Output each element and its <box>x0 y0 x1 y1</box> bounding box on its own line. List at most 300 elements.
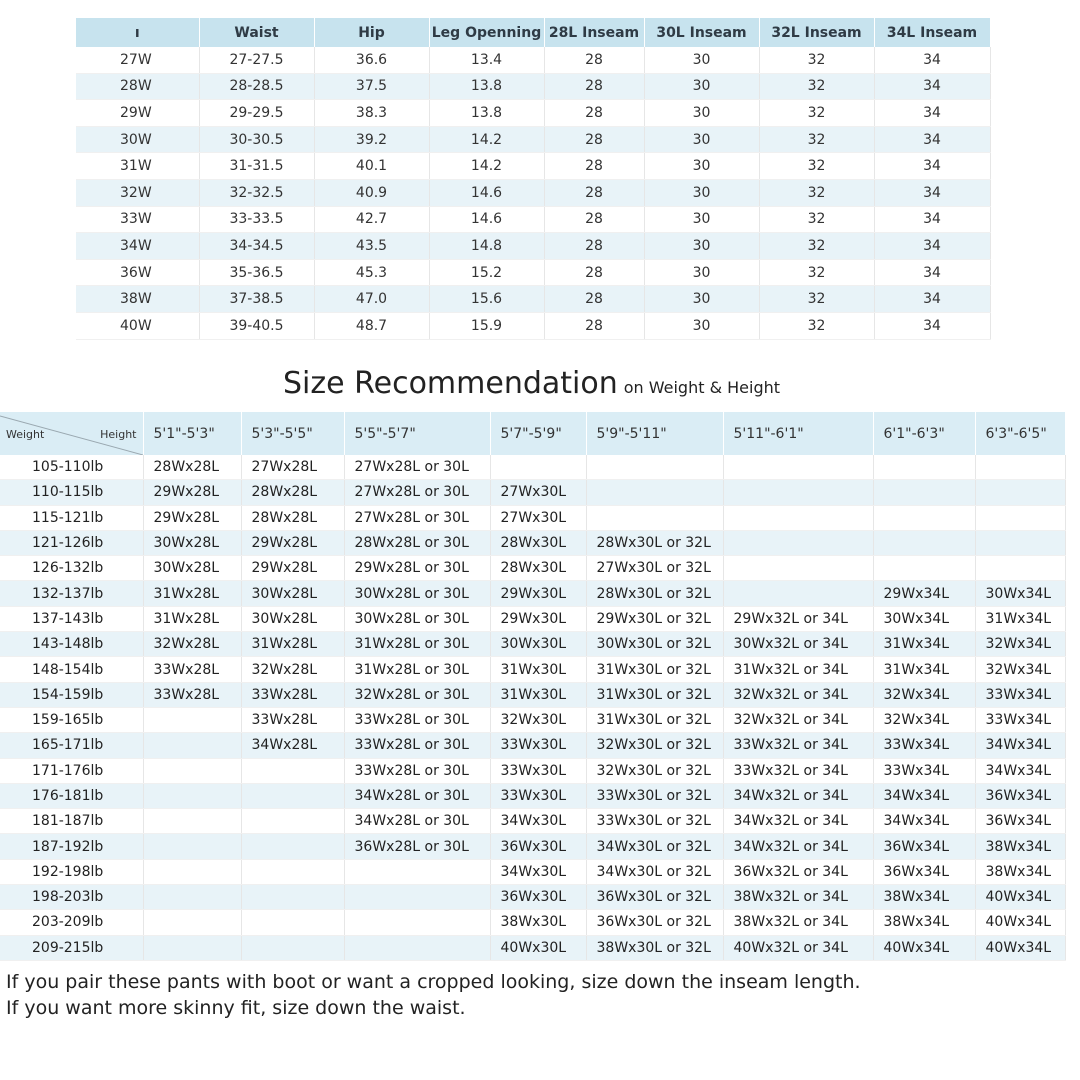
recommended-size-cell: 34Wx34L <box>975 758 1065 783</box>
recommended-size-cell: 38Wx34L <box>873 885 975 910</box>
recommended-size-cell: 33Wx34L <box>975 682 1065 707</box>
size-label-cell: 40W <box>76 312 199 339</box>
size-chart-cell: 15.9 <box>429 312 544 339</box>
size-chart-cell: 13.8 <box>429 73 544 100</box>
recommended-size-cell: 29Wx28L <box>241 530 344 555</box>
size-chart-cell: 34 <box>874 100 990 127</box>
size-chart-cell: 30 <box>644 47 759 73</box>
recommended-size-cell: 30Wx28L <box>143 530 241 555</box>
recommended-size-cell: 31Wx28L or 30L <box>344 657 490 682</box>
size-chart-cell: 14.6 <box>429 179 544 206</box>
weight-range-cell: 132-137lb <box>0 581 143 606</box>
recommended-size-cell: 28Wx30L or 32L <box>586 530 723 555</box>
size-chart-row <box>76 206 990 233</box>
recommended-size-cell: 36Wx34L <box>873 859 975 884</box>
size-chart-row <box>76 179 990 206</box>
recommended-size-cell <box>873 505 975 530</box>
recommended-size-cell: 33Wx34L <box>975 707 1065 732</box>
size-chart-cell: 13.8 <box>429 100 544 127</box>
weight-range-cell: 165-171lb <box>0 733 143 758</box>
size-label-cell: 27W <box>76 47 199 73</box>
height-range-header: 5'1"-5'3" <box>143 412 241 455</box>
size-chart-cell: 33-33.5 <box>199 206 314 233</box>
recommended-size-cell: 33Wx30L or 32L <box>586 783 723 808</box>
size-chart-cell: 28 <box>544 286 644 313</box>
recommended-size-cell: 31Wx28L <box>143 581 241 606</box>
size-label-cell: 31W <box>76 153 199 180</box>
recommended-size-cell: 27Wx28L or 30L <box>344 480 490 505</box>
recommended-size-cell <box>975 530 1065 555</box>
size-chart-cell: 30 <box>644 179 759 206</box>
size-chart-header-cell: Leg Openning <box>429 18 544 47</box>
size-chart-cell: 13.4 <box>429 47 544 73</box>
recommended-size-cell: 32Wx28L <box>143 632 241 657</box>
recommended-size-cell: 36Wx34L <box>975 783 1065 808</box>
size-label-cell: 34W <box>76 233 199 260</box>
size-chart-cell: 32 <box>759 153 874 180</box>
size-chart-cell: 28 <box>544 179 644 206</box>
weight-range-cell: 115-121lb <box>0 505 143 530</box>
recommendation-row <box>0 834 1065 859</box>
size-chart-cell: 38.3 <box>314 100 429 127</box>
recommendation-row <box>0 455 1065 480</box>
recommended-size-cell: 33Wx30L <box>490 758 586 783</box>
recommended-size-cell: 33Wx34L <box>873 733 975 758</box>
size-chart-cell: 30 <box>644 126 759 153</box>
size-chart-cell: 14.2 <box>429 126 544 153</box>
weight-range-cell: 171-176lb <box>0 758 143 783</box>
weight-range-cell: 148-154lb <box>0 657 143 682</box>
size-chart-cell: 28 <box>544 259 644 286</box>
size-chart-cell: 45.3 <box>314 259 429 286</box>
size-chart-cell: 32 <box>759 179 874 206</box>
size-chart-cell: 34 <box>874 126 990 153</box>
height-range-header: 5'7"-5'9" <box>490 412 586 455</box>
recommended-size-cell <box>873 530 975 555</box>
size-label-cell: 38W <box>76 286 199 313</box>
size-chart-row <box>76 73 990 100</box>
recommended-size-cell: 36Wx30L <box>490 885 586 910</box>
size-chart-cell: 42.7 <box>314 206 429 233</box>
recommended-size-cell: 29Wx30L <box>490 606 586 631</box>
recommended-size-cell: 36Wx28L or 30L <box>344 834 490 859</box>
recommended-size-cell: 28Wx28L <box>143 455 241 480</box>
recommended-size-cell <box>241 809 344 834</box>
size-recommendation-table <box>0 412 1066 961</box>
size-chart-cell: 30 <box>644 233 759 260</box>
size-chart-header-cell: 30L Inseam <box>644 18 759 47</box>
size-chart-cell: 30 <box>644 100 759 127</box>
recommended-size-cell: 33Wx28L or 30L <box>344 758 490 783</box>
recommended-size-cell: 30Wx28L <box>143 556 241 581</box>
recommended-size-cell <box>241 834 344 859</box>
recommendation-row <box>0 935 1065 960</box>
weight-axis-label: Weight <box>6 428 45 441</box>
size-chart-cell: 28 <box>544 153 644 180</box>
size-chart-cell: 34 <box>874 73 990 100</box>
size-chart-row <box>76 126 990 153</box>
size-label-cell: 30W <box>76 126 199 153</box>
recommended-size-cell: 40Wx34L <box>975 885 1065 910</box>
size-chart-cell: 34 <box>874 259 990 286</box>
recommended-size-cell <box>723 480 873 505</box>
recommendation-row <box>0 581 1065 606</box>
height-range-header: 6'1"-6'3" <box>873 412 975 455</box>
recommended-size-cell: 34Wx30L <box>490 809 586 834</box>
size-chart-cell: 28 <box>544 206 644 233</box>
size-chart-cell: 48.7 <box>314 312 429 339</box>
recommended-size-cell: 29Wx30L or 32L <box>586 606 723 631</box>
size-chart-cell: 36.6 <box>314 47 429 73</box>
recommendation-row <box>0 910 1065 935</box>
recommended-size-cell <box>975 556 1065 581</box>
recommended-size-cell: 33Wx28L <box>143 682 241 707</box>
recommended-size-cell: 32Wx32L or 34L <box>723 682 873 707</box>
size-label-cell: 28W <box>76 73 199 100</box>
size-chart-header-cell: ı <box>76 18 199 47</box>
recommended-size-cell: 31Wx30L <box>490 682 586 707</box>
recommended-size-cell <box>586 480 723 505</box>
recommended-size-cell <box>143 707 241 732</box>
weight-range-cell: 198-203lb <box>0 885 143 910</box>
recommended-size-cell: 36Wx30L or 32L <box>586 885 723 910</box>
recommended-size-cell: 38Wx34L <box>873 910 975 935</box>
recommended-size-cell: 30Wx34L <box>975 581 1065 606</box>
recommended-size-cell: 27Wx30L <box>490 505 586 530</box>
recommended-size-cell: 32Wx34L <box>975 657 1065 682</box>
size-chart-cell: 34 <box>874 312 990 339</box>
size-chart-cell: 34 <box>874 47 990 73</box>
recommended-size-cell: 31Wx28L or 30L <box>344 632 490 657</box>
height-axis-label: Height <box>100 428 137 441</box>
size-chart-row <box>76 233 990 260</box>
recommended-size-cell <box>143 885 241 910</box>
size-chart-cell: 32 <box>759 126 874 153</box>
size-chart-cell: 30 <box>644 259 759 286</box>
size-chart-cell: 30-30.5 <box>199 126 314 153</box>
size-chart-cell: 27-27.5 <box>199 47 314 73</box>
recommendation-row <box>0 556 1065 581</box>
size-chart-row <box>76 286 990 313</box>
size-chart-cell: 32 <box>759 312 874 339</box>
recommended-size-cell: 27Wx30L or 32L <box>586 556 723 581</box>
recommended-size-cell: 36Wx30L <box>490 834 586 859</box>
recommended-size-cell: 28Wx30L <box>490 530 586 555</box>
size-chart-row <box>76 259 990 286</box>
recommended-size-cell <box>586 455 723 480</box>
recommended-size-cell: 36Wx34L <box>873 834 975 859</box>
recommendation-row <box>0 682 1065 707</box>
recommended-size-cell: 33Wx30L <box>490 783 586 808</box>
size-chart-cell: 14.2 <box>429 153 544 180</box>
size-chart-cell: 30 <box>644 73 759 100</box>
size-chart-cell: 28-28.5 <box>199 73 314 100</box>
recommended-size-cell <box>241 758 344 783</box>
recommended-size-cell <box>143 834 241 859</box>
recommended-size-cell: 30Wx32L or 34L <box>723 632 873 657</box>
size-chart-cell: 28 <box>544 233 644 260</box>
size-chart-cell: 40.1 <box>314 153 429 180</box>
recommended-size-cell: 36Wx30L or 32L <box>586 910 723 935</box>
recommended-size-cell <box>344 910 490 935</box>
recommended-size-cell: 30Wx28L or 30L <box>344 581 490 606</box>
recommended-size-cell <box>975 480 1065 505</box>
recommended-size-cell: 32Wx30L or 32L <box>586 733 723 758</box>
size-chart-cell: 34 <box>874 153 990 180</box>
weight-range-cell: 181-187lb <box>0 809 143 834</box>
weight-range-cell: 105-110lb <box>0 455 143 480</box>
size-chart-cell: 28 <box>544 312 644 339</box>
size-chart-header-cell: 32L Inseam <box>759 18 874 47</box>
recommended-size-cell: 36Wx34L <box>975 809 1065 834</box>
size-chart-cell: 34 <box>874 206 990 233</box>
size-chart-cell: 32 <box>759 233 874 260</box>
weight-range-cell: 137-143lb <box>0 606 143 631</box>
recommended-size-cell: 31Wx32L or 34L <box>723 657 873 682</box>
recommended-size-cell: 31Wx34L <box>873 657 975 682</box>
recommended-size-cell <box>143 809 241 834</box>
recommended-size-cell <box>490 455 586 480</box>
recommended-size-cell: 33Wx28L <box>143 657 241 682</box>
recommended-size-cell: 31Wx30L <box>490 657 586 682</box>
weight-range-cell: 192-198lb <box>0 859 143 884</box>
recommended-size-cell: 27Wx28L <box>241 455 344 480</box>
recommendation-row <box>0 632 1065 657</box>
recommended-size-cell: 29Wx28L <box>241 556 344 581</box>
recommended-size-cell <box>344 885 490 910</box>
size-chart-cell: 30 <box>644 312 759 339</box>
recommended-size-cell: 28Wx28L <box>241 505 344 530</box>
recommended-size-cell: 28Wx28L <box>241 480 344 505</box>
size-chart-cell: 28 <box>544 100 644 127</box>
recommended-size-cell <box>143 910 241 935</box>
recommended-size-cell: 29Wx28L <box>143 480 241 505</box>
recommended-size-cell: 34Wx28L <box>241 733 344 758</box>
size-chart-cell: 28 <box>544 126 644 153</box>
size-label-cell: 33W <box>76 206 199 233</box>
recommended-size-cell: 33Wx28L <box>241 682 344 707</box>
size-chart-header-cell: Waist <box>199 18 314 47</box>
size-chart-cell: 34 <box>874 233 990 260</box>
recommended-size-cell: 34Wx28L or 30L <box>344 783 490 808</box>
recommended-size-cell: 34Wx32L or 34L <box>723 783 873 808</box>
size-chart-cell: 15.2 <box>429 259 544 286</box>
recommended-size-cell: 34Wx30L or 32L <box>586 834 723 859</box>
recommended-size-cell <box>723 530 873 555</box>
recommendation-subtitle: on Weight & Height <box>623 378 781 397</box>
recommendation-row <box>0 885 1065 910</box>
recommended-size-cell: 34Wx32L or 34L <box>723 834 873 859</box>
size-chart-cell: 28 <box>544 47 644 73</box>
size-label-cell: 29W <box>76 100 199 127</box>
recommendation-row <box>0 758 1065 783</box>
size-chart-cell: 29-29.5 <box>199 100 314 127</box>
recommended-size-cell <box>975 455 1065 480</box>
recommended-size-cell: 33Wx32L or 34L <box>723 758 873 783</box>
size-chart-row <box>76 100 990 127</box>
recommended-size-cell: 29Wx32L or 34L <box>723 606 873 631</box>
recommended-size-cell: 38Wx30L or 32L <box>586 935 723 960</box>
recommended-size-cell <box>241 859 344 884</box>
size-chart-table <box>76 18 991 340</box>
recommended-size-cell: 40Wx34L <box>873 935 975 960</box>
size-chart-cell: 30 <box>644 153 759 180</box>
recommended-size-cell: 40Wx34L <box>975 935 1065 960</box>
recommended-size-cell: 30Wx30L or 32L <box>586 632 723 657</box>
recommended-size-cell: 32Wx34L <box>873 707 975 732</box>
size-chart-cell: 30 <box>644 286 759 313</box>
recommended-size-cell: 34Wx34L <box>873 783 975 808</box>
size-chart-cell: 39.2 <box>314 126 429 153</box>
recommended-size-cell: 40Wx30L <box>490 935 586 960</box>
recommended-size-cell: 33Wx28L <box>241 707 344 732</box>
recommended-size-cell: 28Wx30L or 32L <box>586 581 723 606</box>
height-range-header: 5'5"-5'7" <box>344 412 490 455</box>
recommended-size-cell: 30Wx34L <box>873 606 975 631</box>
size-chart-cell: 31-31.5 <box>199 153 314 180</box>
recommended-size-cell: 28Wx28L or 30L <box>344 530 490 555</box>
size-chart-cell: 40.9 <box>314 179 429 206</box>
recommended-size-cell <box>723 556 873 581</box>
weight-range-cell: 209-215lb <box>0 935 143 960</box>
height-range-header: 5'3"-5'5" <box>241 412 344 455</box>
recommended-size-cell: 34Wx32L or 34L <box>723 809 873 834</box>
recommended-size-cell: 33Wx32L or 34L <box>723 733 873 758</box>
recommended-size-cell: 32Wx28L or 30L <box>344 682 490 707</box>
recommended-size-cell: 38Wx32L or 34L <box>723 910 873 935</box>
weight-range-cell: 203-209lb <box>0 910 143 935</box>
recommended-size-cell: 34Wx30L or 32L <box>586 859 723 884</box>
recommended-size-cell: 33Wx28L or 30L <box>344 733 490 758</box>
recommended-size-cell: 33Wx30L or 32L <box>586 809 723 834</box>
recommended-size-cell: 33Wx34L <box>873 758 975 783</box>
size-chart-cell: 14.6 <box>429 206 544 233</box>
recommended-size-cell <box>241 783 344 808</box>
size-chart-cell: 43.5 <box>314 233 429 260</box>
recommended-size-cell: 27Wx30L <box>490 480 586 505</box>
size-chart-header-cell: Hip <box>314 18 429 47</box>
size-chart-cell: 34-34.5 <box>199 233 314 260</box>
recommended-size-cell <box>143 733 241 758</box>
recommendation-title <box>283 366 780 401</box>
recommendation-header-row <box>0 412 1065 455</box>
recommended-size-cell <box>143 859 241 884</box>
size-chart-cell: 32 <box>759 206 874 233</box>
recommended-size-cell: 27Wx28L or 30L <box>344 455 490 480</box>
size-chart-cell: 34 <box>874 286 990 313</box>
height-range-header: 5'11"-6'1" <box>723 412 873 455</box>
recommended-size-cell: 32Wx34L <box>873 682 975 707</box>
weight-range-cell: 187-192lb <box>0 834 143 859</box>
recommended-size-cell <box>586 505 723 530</box>
recommendation-row <box>0 809 1065 834</box>
recommended-size-cell: 36Wx32L or 34L <box>723 859 873 884</box>
recommended-size-cell: 29Wx28L <box>143 505 241 530</box>
recommended-size-cell <box>873 480 975 505</box>
recommended-size-cell: 31Wx34L <box>975 606 1065 631</box>
recommended-size-cell: 30Wx28L <box>241 581 344 606</box>
recommended-size-cell: 38Wx30L <box>490 910 586 935</box>
weight-range-cell: 143-148lb <box>0 632 143 657</box>
recommended-size-cell: 32Wx34L <box>975 632 1065 657</box>
recommended-size-cell: 34Wx30L <box>490 859 586 884</box>
weight-range-cell: 126-132lb <box>0 556 143 581</box>
recommended-size-cell <box>143 758 241 783</box>
recommended-size-cell <box>975 505 1065 530</box>
recommended-size-cell: 28Wx30L <box>490 556 586 581</box>
weight-range-cell: 176-181lb <box>0 783 143 808</box>
recommended-size-cell: 30Wx28L <box>241 606 344 631</box>
recommendation-row <box>0 480 1065 505</box>
weight-height-corner-cell <box>0 412 143 455</box>
recommended-size-cell: 40Wx34L <box>975 910 1065 935</box>
recommendation-row <box>0 657 1065 682</box>
size-chart-cell: 34 <box>874 179 990 206</box>
size-chart-cell: 32 <box>759 286 874 313</box>
size-chart-cell: 32 <box>759 100 874 127</box>
recommended-size-cell <box>723 505 873 530</box>
recommended-size-cell: 32Wx32L or 34L <box>723 707 873 732</box>
weight-range-cell: 154-159lb <box>0 682 143 707</box>
size-label-cell: 36W <box>76 259 199 286</box>
size-chart-cell: 32-32.5 <box>199 179 314 206</box>
height-range-header: 6'3"-6'5" <box>975 412 1065 455</box>
recommended-size-cell <box>873 455 975 480</box>
size-chart-header-cell: 28L Inseam <box>544 18 644 47</box>
recommended-size-cell: 29Wx30L <box>490 581 586 606</box>
size-chart-row <box>76 153 990 180</box>
recommendation-row <box>0 505 1065 530</box>
recommendation-row <box>0 733 1065 758</box>
weight-range-cell: 121-126lb <box>0 530 143 555</box>
size-chart-cell: 32 <box>759 259 874 286</box>
recommendation-row <box>0 606 1065 631</box>
recommendation-row <box>0 530 1065 555</box>
recommendation-title-text: Size Recommendation <box>283 366 618 401</box>
size-chart-cell: 39-40.5 <box>199 312 314 339</box>
recommended-size-cell <box>241 935 344 960</box>
weight-range-cell: 110-115lb <box>0 480 143 505</box>
recommended-size-cell <box>241 910 344 935</box>
size-chart-cell: 32 <box>759 47 874 73</box>
recommended-size-cell: 34Wx34L <box>975 733 1065 758</box>
recommended-size-cell: 32Wx30L or 32L <box>586 758 723 783</box>
recommended-size-cell: 31Wx34L <box>873 632 975 657</box>
recommended-size-cell: 29Wx34L <box>873 581 975 606</box>
recommended-size-cell: 31Wx30L or 32L <box>586 657 723 682</box>
size-chart-row <box>76 312 990 339</box>
recommended-size-cell <box>344 935 490 960</box>
recommended-size-cell: 32Wx30L <box>490 707 586 732</box>
recommended-size-cell: 30Wx28L or 30L <box>344 606 490 631</box>
recommended-size-cell: 30Wx30L <box>490 632 586 657</box>
size-chart-cell: 30 <box>644 206 759 233</box>
recommended-size-cell <box>344 859 490 884</box>
recommended-size-cell <box>143 783 241 808</box>
size-chart-cell: 47.0 <box>314 286 429 313</box>
size-chart-cell: 35-36.5 <box>199 259 314 286</box>
recommended-size-cell: 38Wx34L <box>975 834 1065 859</box>
recommended-size-cell: 38Wx34L <box>975 859 1065 884</box>
recommendation-row <box>0 783 1065 808</box>
recommended-size-cell <box>723 581 873 606</box>
size-chart-cell: 37-38.5 <box>199 286 314 313</box>
weight-range-cell: 159-165lb <box>0 707 143 732</box>
recommended-size-cell: 31Wx30L or 32L <box>586 682 723 707</box>
size-chart-cell: 15.6 <box>429 286 544 313</box>
recommended-size-cell <box>723 455 873 480</box>
recommended-size-cell: 32Wx28L <box>241 657 344 682</box>
